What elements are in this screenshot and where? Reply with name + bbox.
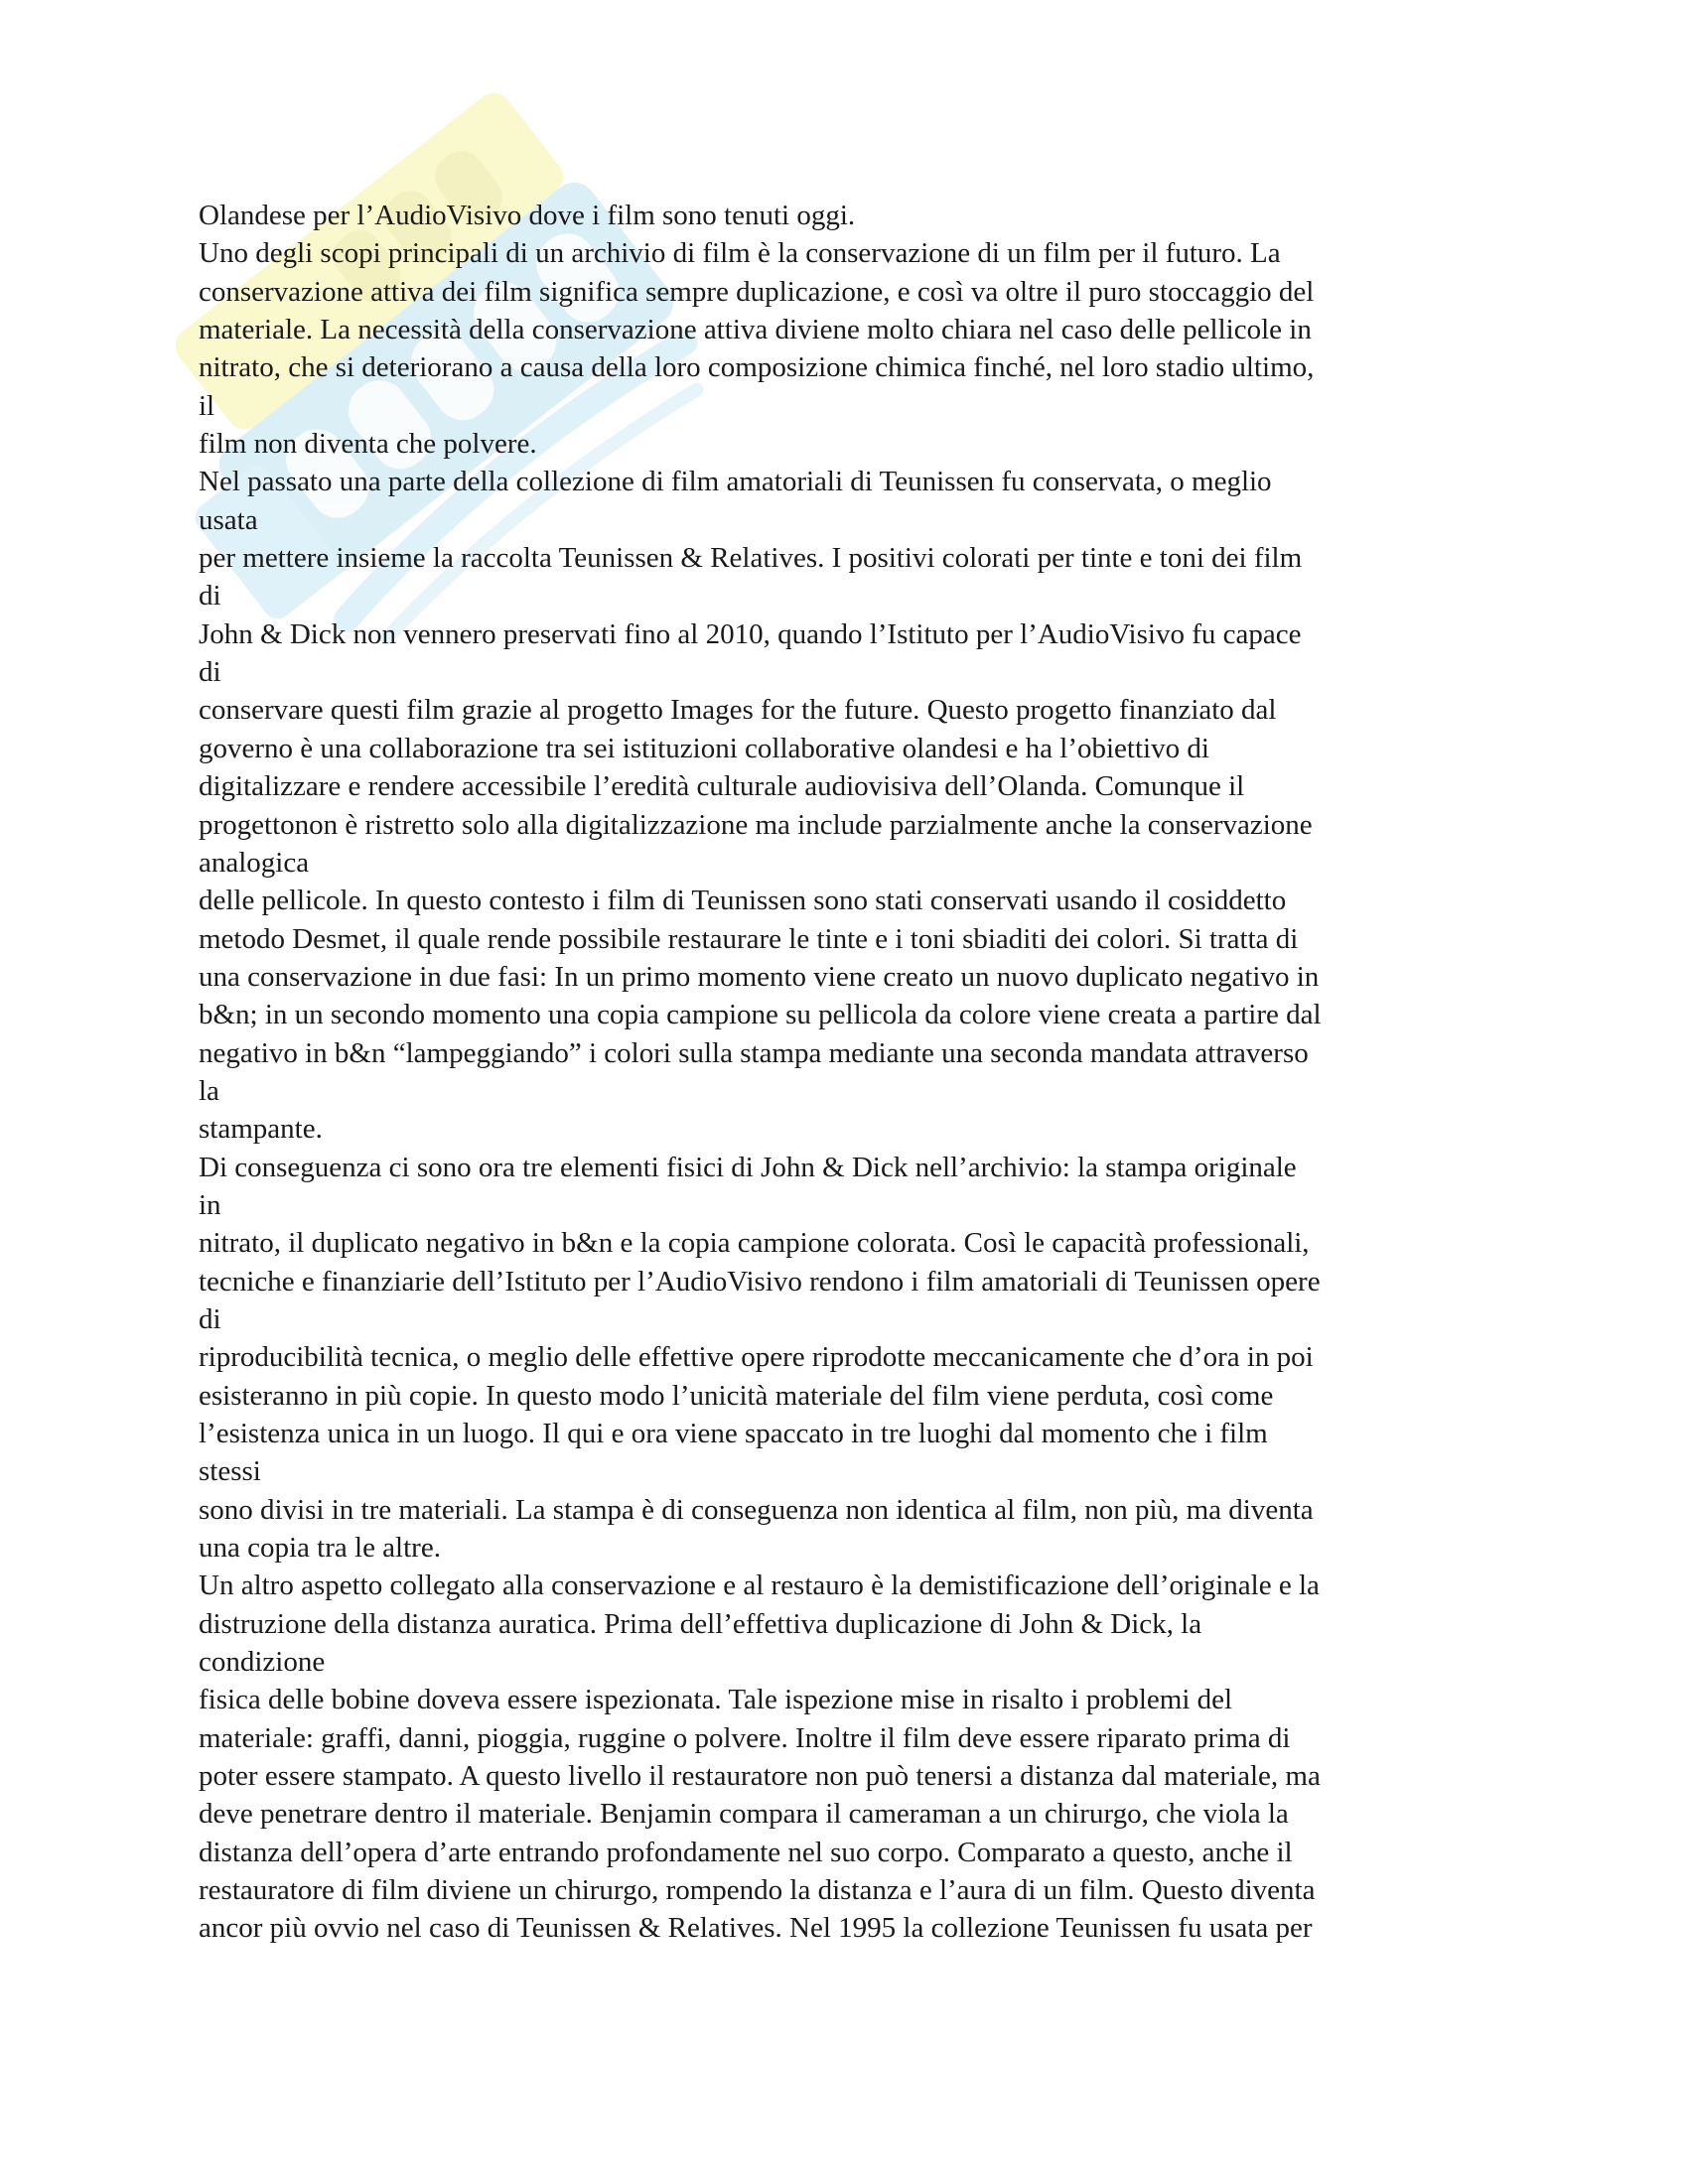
text-line: una conservazione in due fasi: In un primo momento viene creato un nuovo duplicato negativo in	[199, 960, 1320, 993]
text-line: poter essere stampato. A questo livello il restauratore non può tenersi a distanza dal materiale, ma	[199, 1760, 1321, 1793]
text-line: di	[199, 580, 221, 613]
text-line: delle pellicole. In questo contesto i film di Teunissen sono stati conservati usando il cosiddetto	[199, 885, 1287, 917]
text-line: analogica	[199, 846, 310, 879]
text-line: sono divisi in tre materiali. La stampa è di conseguenza non identica al film, non più, ma diventa	[199, 1493, 1314, 1526]
text-line: fisica delle bobine doveva essere ispezionata. Tale ispezione mise in risalto i problemi del	[199, 1684, 1233, 1716]
text-line: metodo Desmet, il quale rende possibile restaurare le tinte e i toni sbiaditi dei colori. Si tratta di	[199, 922, 1299, 955]
text-line: conservare questi film grazie al progetto Images for the future. Questo progetto finanziato dal	[199, 694, 1277, 727]
text-line: Nel passato una parte della collezione di film amatoriali di Teunissen fu conservata, o meglio	[199, 466, 1272, 498]
text-line: Olandese per l’AudioVisivo dove i film sono tenuti oggi.	[199, 200, 856, 231]
text-line: distanza dell’opera d’arte entrando profondamente nel suo corpo. Comparato a questo, anche il	[199, 1836, 1293, 1868]
text-line: per mettere insieme la raccolta Teunissen & Relatives. I positivi colorati per tinte e toni dei film	[199, 542, 1303, 575]
text-line: il	[199, 389, 215, 422]
text-line: restauratore di film diviene un chirurgo, rompendo la distanza e l’aura di un film. Questo diventa	[199, 1874, 1316, 1907]
text-line: in	[199, 1188, 221, 1221]
text-line: distruzione della distanza auratica. Prima dell’effettiva duplicazione di John & Dick, la	[199, 1607, 1202, 1640]
text-line: Uno degli scopi principali di un archivio di film è la conservazione di un film per il futuro. La	[199, 237, 1281, 270]
text-line: digitalizzare e rendere accessibile l’eredità culturale audiovisiva dell’Olanda. Comunque il	[199, 770, 1245, 803]
text-line: stampante.	[199, 1113, 323, 1146]
text-line: materiale. La necessità della conservazione attiva diviene molto chiara nel caso delle pellicole in	[199, 314, 1312, 346]
text-line: negativo in b&n “lampeggiando” i colori sulla stampa mediante una seconda mandata attraverso	[199, 1036, 1309, 1069]
text-line: film non diventa che polvere.	[199, 428, 537, 461]
text-line: Di conseguenza ci sono ora tre elementi fisici di John & Dick nell’archivio: la stampa originale	[199, 1151, 1297, 1183]
text-line: stessi	[199, 1455, 261, 1488]
text-line: l’esistenza unica in un luogo. Il qui e ora viene spaccato in tre luoghi dal momento che i film	[199, 1418, 1268, 1449]
text-line: progettonon è ristretto solo alla digitalizzazione ma include parzialmente anche la conservazione	[199, 808, 1313, 841]
text-line: nitrato, il duplicato negativo in b&n e la copia campione colorata. Così le capacità professionali,	[199, 1227, 1310, 1260]
text-line: conservazione attiva dei film significa sempre duplicazione, e così va oltre il puro stoccaggio del	[199, 275, 1315, 308]
text-line: usata	[199, 503, 258, 536]
text-line: ancor più ovvio nel caso di Teunissen & Relatives. Nel 1995 la collezione Teunissen fu usata per	[199, 1912, 1313, 1945]
text-line	[199, 1948, 1519, 1985]
text-line: di	[199, 1302, 221, 1335]
text-line: riproducibilità tecnica, o meglio delle effettive opere riprodotte meccanicamente che d’ora in poi	[199, 1341, 1314, 1374]
text-line: Un altro aspetto collegato alla conservazione e al restauro è la demistificazione dell’originale e la	[199, 1570, 1320, 1602]
text-line: una copia tra le altre.	[199, 1532, 441, 1565]
text-line: condizione	[199, 1646, 326, 1679]
text-line: nitrato, che si deteriorano a causa della loro composizione chimica finché, nel loro stadio ultimo,	[199, 351, 1315, 384]
text-line: esisteranno in più copie. In questo modo l’unicità materiale del film viene perduta, così come	[199, 1379, 1274, 1412]
text-line: tecniche e finanziarie dell’Istituto per l’AudioVisivo rendono i film amatoriali di Teunissen opere	[199, 1265, 1321, 1297]
text-line: deve penetrare dentro il materiale. Benjamin compara il cameraman a un chirurgo, che viola la	[199, 1798, 1289, 1831]
text-line: materiale: graffi, danni, pioggia, ruggine o polvere. Inoltre il film deve essere riparato prima di	[199, 1721, 1291, 1754]
text-line: di	[199, 656, 221, 689]
document-body-text	[199, 197, 1519, 1985]
text-line: la	[199, 1074, 219, 1107]
text-line: John & Dick non vennero preservati fino al 2010, quando l’Istituto per l’AudioVisivo fu capace	[199, 617, 1302, 650]
text-line: governo è una collaborazione tra sei istituzioni collaborative olandesi e ha l’obiettivo di	[199, 732, 1209, 764]
text-line: b&n; in un secondo momento una copia campione su pellicola da colore viene creata a partire dal	[199, 999, 1322, 1031]
